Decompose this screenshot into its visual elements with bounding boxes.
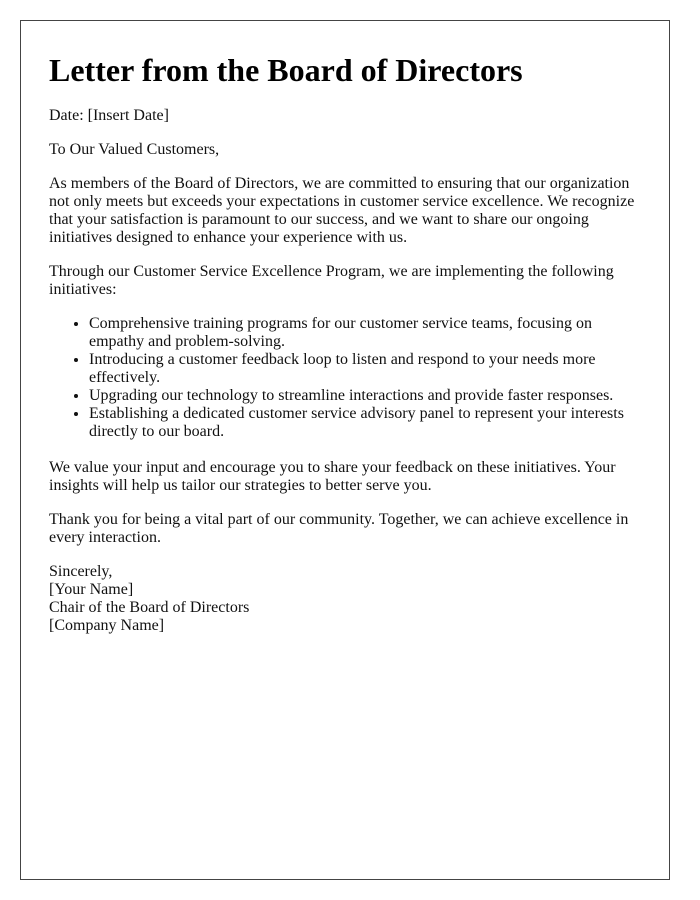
feedback-paragraph: We value your input and encourage you to share your feedback on these initiatives. Your insights will help us tailor our strategies to better serve you. xyxy=(49,459,616,495)
initiatives-list xyxy=(49,315,649,441)
program-intro-paragraph: Through our Customer Service Excellence Program, we are implementing the following initiatives: xyxy=(49,263,614,299)
intro-paragraph: As members of the Board of Directors, we are committed to ensuring that our organization not only meets but exceeds your expectations in customer service excellence. We recognize that your satisfaction is paramount to our success, and we want to share our ongoing initiatives designed to enhance your experience with us. xyxy=(49,175,635,247)
company-name: [Company Name] xyxy=(49,617,165,635)
date-line: Date: [Insert Date] xyxy=(49,107,169,125)
initiative-item-technology: • Upgrading our technology to streamline interactions and provide faster responses. xyxy=(89,387,649,405)
signer-position: Chair of the Board of Directors xyxy=(49,599,250,617)
salutation: To Our Valued Customers, xyxy=(49,141,220,159)
closing-word: Sincerely, xyxy=(49,563,113,581)
signer-name: [Your Name] xyxy=(49,581,134,599)
initiative-item-feedback-loop: • Introducing a customer feedback loop to listen and respond to your needs more effectively. xyxy=(89,351,649,387)
initiative-item-advisory-panel: • Establishing a dedicated customer service advisory panel to represent your interests directly to our board. xyxy=(89,405,649,441)
letter-title: Letter from the Board of Directors xyxy=(49,52,523,88)
thank-you-paragraph: Thank you for being a vital part of our community. Together, we can achieve excellence in every interaction. xyxy=(49,511,629,547)
initiative-item-training: • Comprehensive training programs for our customer service teams, focusing on empathy and problem-solving. xyxy=(89,315,649,351)
signature-block xyxy=(49,563,649,635)
letter-page xyxy=(20,20,670,880)
